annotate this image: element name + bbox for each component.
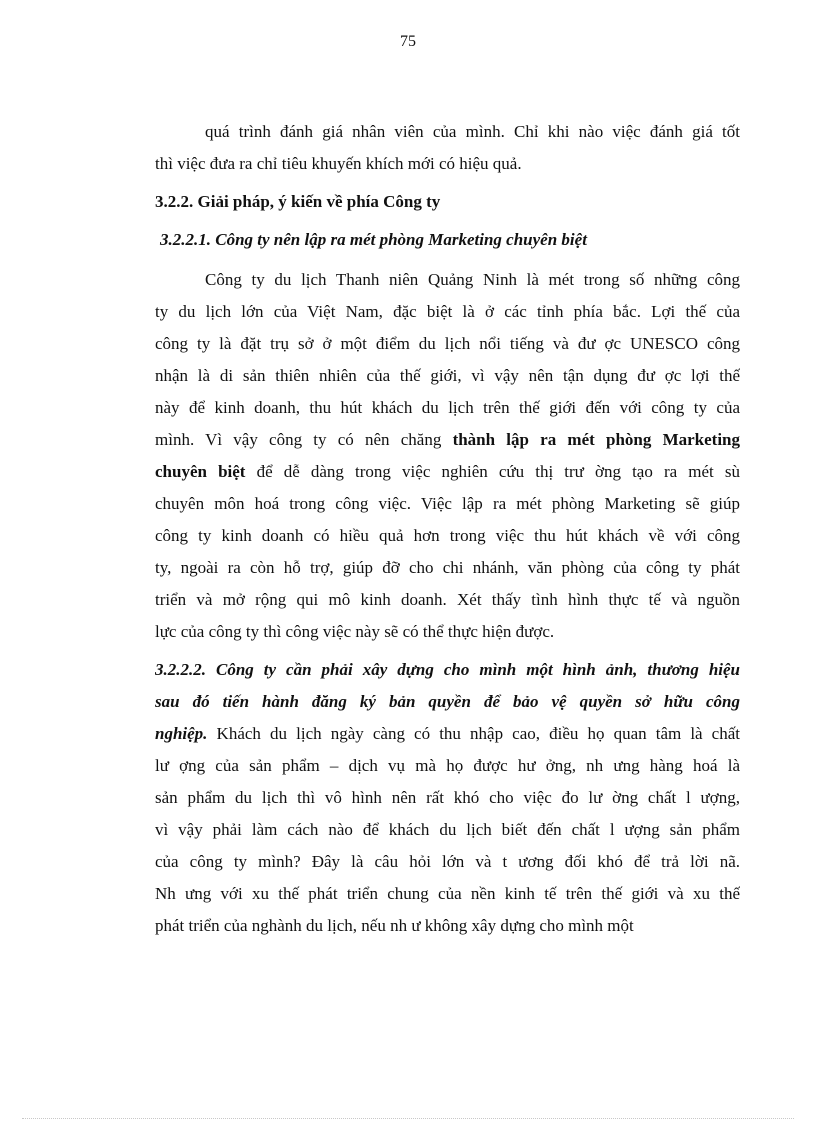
text-line: ty, ngoài ra còn hỗ trợ, giúp đỡ cho chi nhánh, văn phòng của công ty phát bbox=[155, 558, 740, 577]
text-span: Khách du lịch ngày càng có thu nhập cao, điều họ quan tâm là chất bbox=[216, 724, 740, 743]
text-line: nhận là di sản thiên nhiên của thế giới, vì vậy nên tận dụng đư ợc lợi thế bbox=[155, 366, 740, 385]
text-line: chuyên môn hoá trong công việc. Việc lập ra mét phòng Marketing sẽ giúp bbox=[155, 494, 740, 513]
text-line: thì việc đưa ra chỉ tiêu khuyến khích mới có hiệu quả. bbox=[155, 154, 522, 173]
subsection-heading-3-2-2-2: sau đó tiến hành đăng ký bản quyền để bảo vệ quyền sở hữu công bbox=[155, 692, 740, 711]
text-line: phát triển của nghành du lịch, nếu nh ư không xây dựng cho mình một bbox=[155, 916, 634, 935]
document-body bbox=[155, 116, 740, 942]
text-span: để dễ dàng trong việc nghiên cứu thị trư ờng tạo ra mét sù bbox=[256, 462, 740, 481]
text-line bbox=[155, 456, 740, 488]
text-line: công ty là đặt trụ sở ở một điểm du lịch nổi tiếng và đư ợc UNESCO công bbox=[155, 334, 740, 353]
paragraph-continuation bbox=[155, 116, 740, 180]
text-line: ty du lịch lớn của Việt Nam, đặc biệt là ở các tỉnh phía bắc. Lợi thế của bbox=[155, 302, 740, 321]
page-number: 75 bbox=[400, 33, 416, 50]
emphasis-text: chuyên biệt bbox=[155, 462, 246, 481]
text-line: Nh ưng với xu thế phát triển chung của nền kinh tế trên thế giới và xu thế bbox=[155, 884, 740, 903]
text-line: công ty kinh doanh có hiều quả hơn trong việc thu hút khách về với công bbox=[155, 526, 740, 545]
page-bottom-divider bbox=[22, 1118, 794, 1119]
text-line: Công ty du lịch Thanh niên Quảng Ninh là mét trong số những công bbox=[205, 270, 740, 289]
section-heading-3-2-2: 3.2.2. Giải pháp, ý kiến về phía Công ty bbox=[155, 192, 441, 211]
text-line bbox=[155, 424, 740, 456]
text-line: lư ợng của sản phẩm – dịch vụ mà họ được hư ởng, nh ưng hàng hoá là bbox=[155, 756, 740, 775]
text-line: sản phẩm du lịch thì vô hình nên rất khó cho việc đo lư ờng chất l ượng, bbox=[155, 788, 740, 807]
subsection-heading-3-2-2-2: nghiệp. bbox=[155, 724, 208, 743]
text-line: lực của công ty thì công việc này sẽ có thể thực hiện được. bbox=[155, 622, 555, 641]
paragraph-brand-building bbox=[155, 654, 740, 942]
text-line: vì vậy phải làm cách nào để khách du lịch biết đến chất l ượng sản phẩm bbox=[155, 820, 740, 839]
text-line: quá trình đánh giá nhân viên của mình. Chỉ khi nào việc đánh giá tốt bbox=[205, 122, 740, 141]
text-line: triển và mở rộng qui mô kinh doanh. Xét thấy tình hình thực tế và nguồn bbox=[155, 590, 740, 609]
subsection-heading-3-2-2-2: 3.2.2.2. Công ty cần phải xây dựng cho mình một hình ảnh, thương hiệu bbox=[155, 660, 740, 679]
subsection-heading-3-2-2-1: 3.2.2.1. Công ty nên lập ra mét phòng Marketing chuyên biệt bbox=[160, 230, 587, 249]
emphasis-text: thành lập ra mét phòng Marketing bbox=[452, 430, 740, 449]
text-span: mình. Vì vậy công ty có nên chăng bbox=[155, 430, 442, 449]
text-line: này để kinh doanh, thu hút khách du lịch trên thế giới đến với công ty của bbox=[155, 398, 740, 417]
text-line bbox=[155, 718, 740, 750]
text-line: của công ty mình? Đây là câu hỏi lớn và t ương đối khó để trả lời nã. bbox=[155, 852, 740, 871]
paragraph-marketing-department bbox=[155, 264, 740, 648]
